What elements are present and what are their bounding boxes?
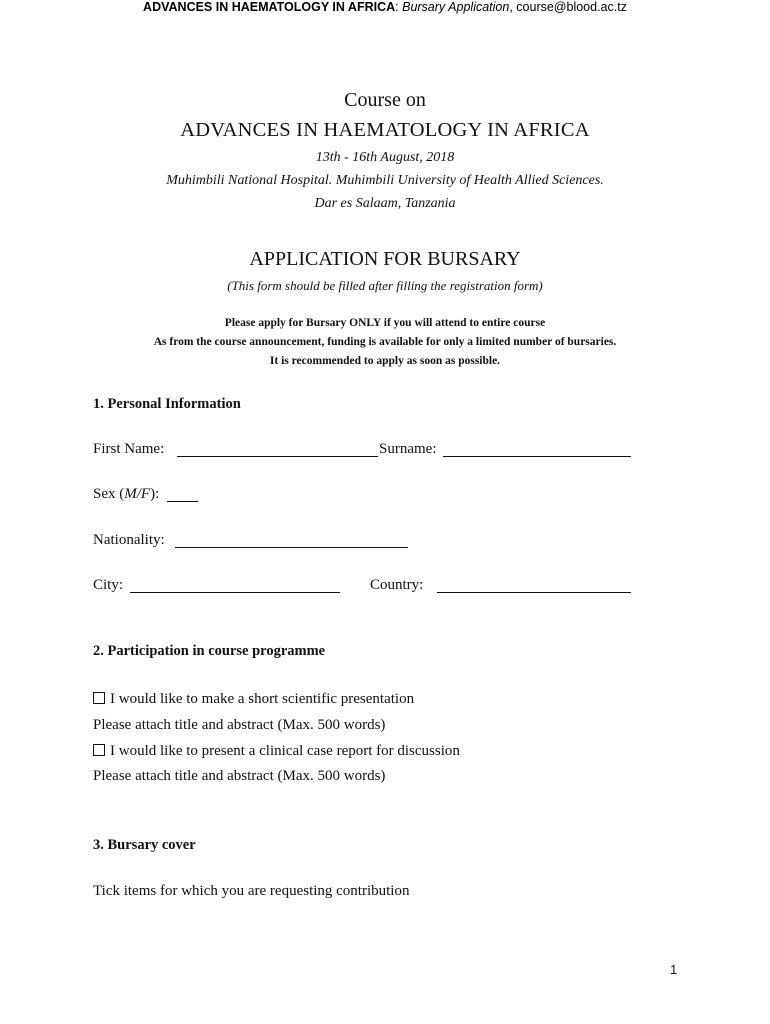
sex-label <box>93 486 159 503</box>
running-header-event: ADVANCES IN HAEMATOLOGY IN AFRICA <box>143 0 396 14</box>
notice-line-3: It is recommended to apply as soon as possible. <box>269 355 501 367</box>
presentation-note: Please attach title and abstract (Max. 500 words) <box>93 717 386 733</box>
case-report-option-label: I would like to present a clinical case report for discussion <box>110 743 460 759</box>
nationality-field[interactable] <box>175 547 408 548</box>
surname-field[interactable] <box>443 456 631 457</box>
sex-label-prefix: Sex ( <box>93 486 125 502</box>
city-field[interactable] <box>130 592 340 593</box>
running-header-doc: Bursary Application <box>402 0 510 14</box>
section-participation-heading: 2. Participation in course programme <box>93 643 326 659</box>
course-venue: Muhimbili National Hospital. Muhimbili University of Health Allied Sciences. <box>166 173 604 188</box>
sex-field[interactable] <box>167 501 198 502</box>
presentation-checkbox[interactable] <box>93 692 105 704</box>
city-label: City: <box>93 577 124 593</box>
section-bursary-cover-heading: 3. Bursary cover <box>93 837 196 853</box>
country-label: Country: <box>370 577 424 593</box>
section-personal-information-heading: 1. Personal Information <box>93 396 241 412</box>
surname-label: Surname: <box>379 441 437 457</box>
page-number: 1 <box>670 962 678 977</box>
running-header-email: , course@blood.ac.tz <box>509 0 627 14</box>
course-location: Dar es Salaam, Tanzania <box>314 196 456 211</box>
application-title: APPLICATION FOR BURSARY <box>249 248 521 270</box>
case-report-note: Please attach title and abstract (Max. 500 words) <box>93 768 386 784</box>
presentation-option-label: I would like to make a short scientific presentation <box>110 691 415 707</box>
running-header <box>0 0 770 14</box>
first-name-label: First Name: <box>93 441 165 457</box>
country-field[interactable] <box>437 592 631 593</box>
case-report-option <box>93 743 460 760</box>
course-title: ADVANCES IN HAEMATOLOGY IN AFRICA <box>180 119 590 141</box>
course-on-label: Course on <box>344 89 426 111</box>
course-dates: 13th - 16th August, 2018 <box>315 150 455 165</box>
sex-label-suffix: ): <box>150 486 160 502</box>
first-name-field[interactable] <box>177 456 378 457</box>
presentation-option <box>93 691 414 708</box>
case-report-checkbox[interactable] <box>93 744 105 756</box>
notice-line-2: As from the course announcement, funding is available for only a limited number of bursaries. <box>153 336 617 348</box>
notice-line-1: Please apply for Bursary ONLY if you will attend to entire course <box>224 317 546 329</box>
bursary-cover-instruction: Tick items for which you are requesting contribution <box>93 883 410 899</box>
sex-label-options: M/F <box>124 486 151 502</box>
application-note: (This form should be filled after filling the registration form) <box>227 278 543 293</box>
running-header-separator: : <box>395 0 399 14</box>
nationality-label: Nationality: <box>93 532 165 548</box>
